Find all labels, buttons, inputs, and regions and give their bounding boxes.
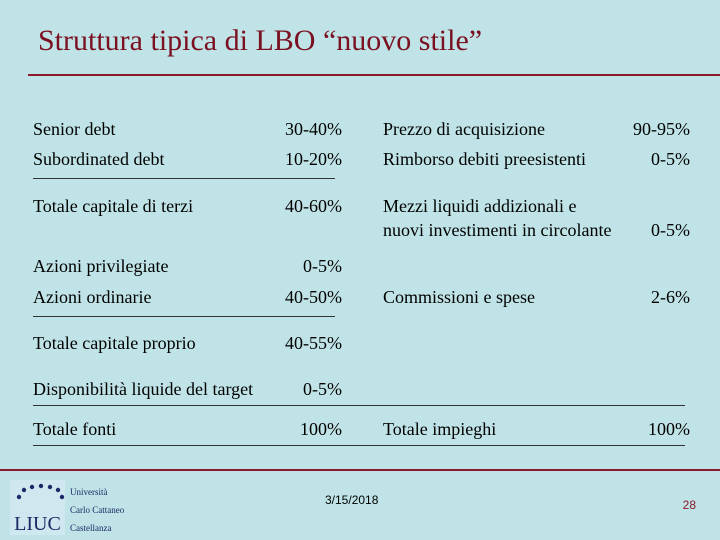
page-number: 28 xyxy=(682,498,696,512)
svg-text:LIUC: LIUC xyxy=(14,513,61,535)
slide-date: 3/15/2018 xyxy=(325,493,379,507)
prezzo-acquisizione-label: Prezzo di acquisizione xyxy=(383,119,545,139)
commissioni-value: 2-6% xyxy=(651,287,690,307)
mezzi-liquidi-value: 0-5% xyxy=(651,220,690,240)
liuc-logo-graphic xyxy=(10,480,65,535)
disponibilita-liquide-value: 0-5% xyxy=(303,379,342,399)
prezzo-acquisizione-value: 90-95% xyxy=(633,119,690,139)
totale-capitale-proprio-value: 40-55% xyxy=(285,333,342,353)
totale-capitale-terzi-label: Totale capitale di terzi xyxy=(33,196,194,216)
liuc-logo xyxy=(10,480,65,535)
university-name-line1: Università xyxy=(70,487,108,497)
slide-title: Struttura tipica di LBO “nuovo stile” xyxy=(38,24,483,57)
subtotal-rule xyxy=(33,316,335,317)
subtotal-rule xyxy=(33,178,335,179)
totale-fonti-value: 100% xyxy=(300,419,342,439)
title-divider xyxy=(28,74,720,76)
commissioni-label: Commissioni e spese xyxy=(383,287,535,307)
totale-capitale-proprio-label: Totale capitale proprio xyxy=(33,333,196,353)
mezzi-liquidi-label-line1: Mezzi liquidi addizionali e xyxy=(383,196,577,216)
footer-divider xyxy=(0,469,720,471)
rimborso-debiti-label: Rimborso debiti preesistenti xyxy=(383,149,586,169)
total-rule-top xyxy=(33,405,685,406)
azioni-ordinarie-label: Azioni ordinarie xyxy=(33,287,152,307)
disponibilita-liquide-label: Disponibilità liquide del target xyxy=(33,379,254,399)
university-name-line2: Carlo Cattaneo xyxy=(70,505,125,515)
rimborso-debiti-value: 0-5% xyxy=(651,149,690,169)
total-rule-bottom xyxy=(33,445,685,446)
senior-debt-value: 30-40% xyxy=(285,119,342,139)
senior-debt-label: Senior debt xyxy=(33,119,116,139)
totale-impieghi-value: 100% xyxy=(648,419,690,439)
subordinated-debt-value: 10-20% xyxy=(285,149,342,169)
azioni-ordinarie-value: 40-50% xyxy=(285,287,342,307)
subordinated-debt-label: Subordinated debt xyxy=(33,149,165,169)
azioni-privilegiate-value: 0-5% xyxy=(303,256,342,276)
totale-capitale-terzi-value: 40-60% xyxy=(285,196,342,216)
azioni-privilegiate-label: Azioni privilegiate xyxy=(33,256,169,276)
university-name-line3: Castellanza xyxy=(70,523,112,533)
totale-impieghi-label: Totale impieghi xyxy=(383,419,497,439)
mezzi-liquidi-label-line2: nuovi investimenti in circolante xyxy=(383,220,612,240)
totale-fonti-label: Totale fonti xyxy=(33,419,117,439)
